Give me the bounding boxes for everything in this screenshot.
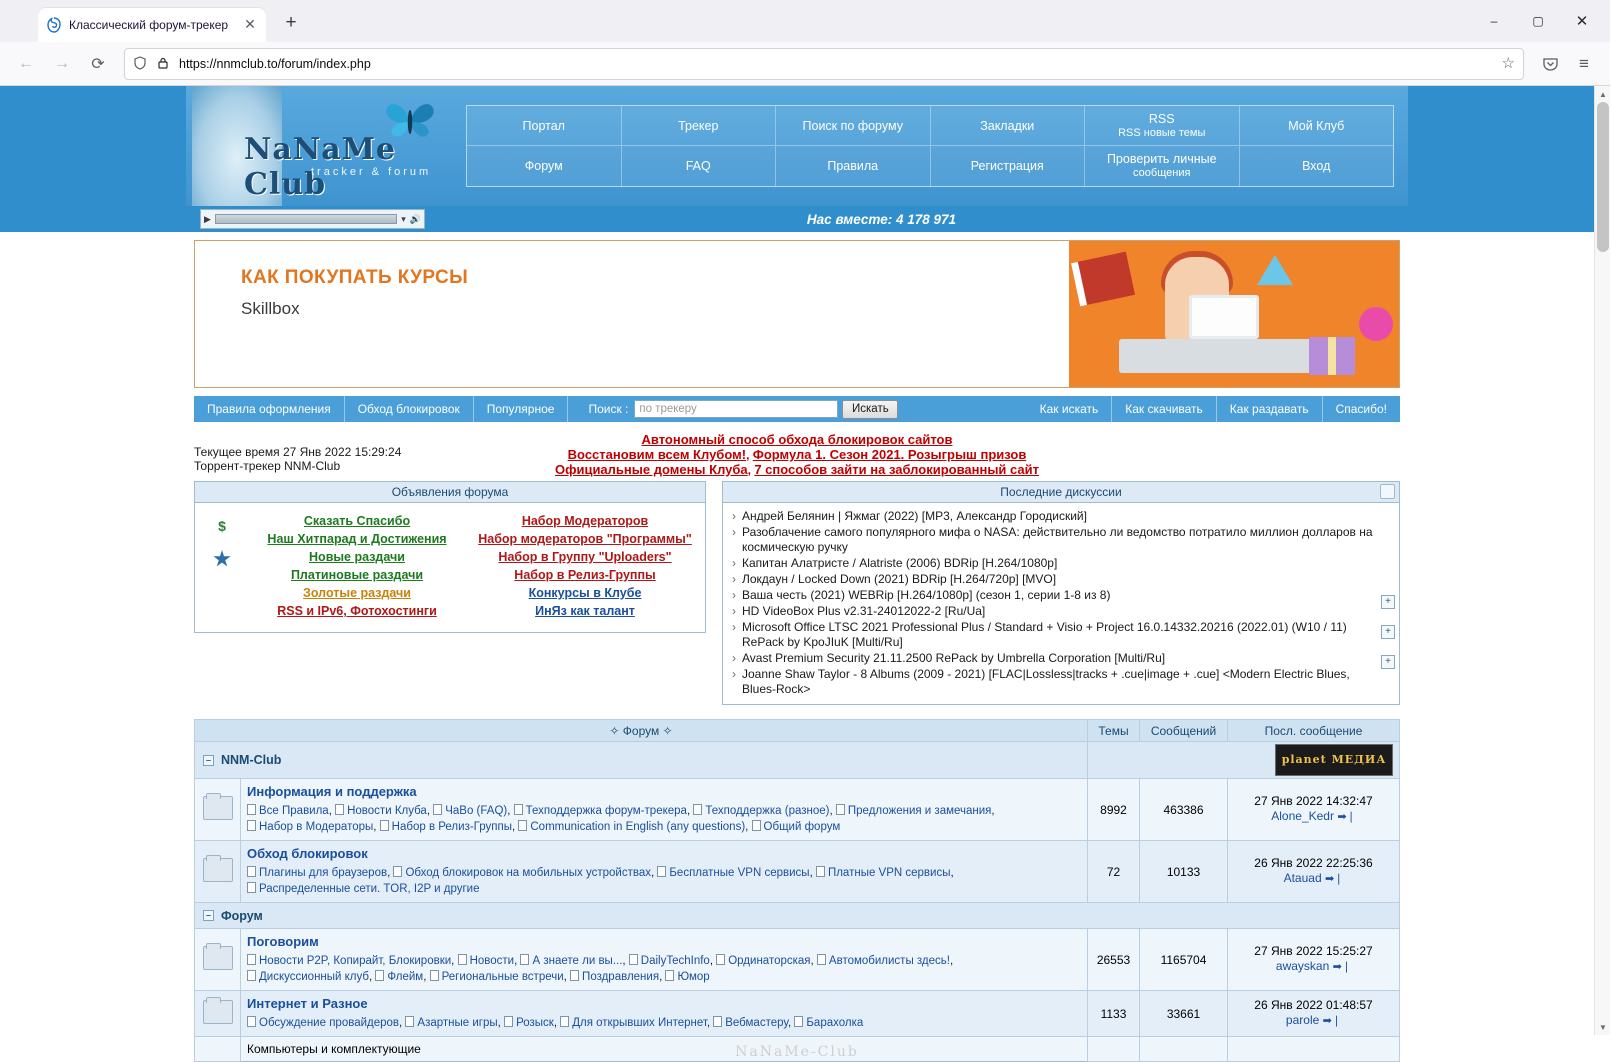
ann-hitparade[interactable]: Наш Хитпарад и Достижения — [267, 532, 447, 546]
discussions-panel — [722, 481, 1400, 705]
folder-icon — [203, 796, 233, 820]
discussions-panel-title — [723, 482, 1399, 503]
announcement-col-1 — [243, 512, 471, 620]
goto-post-icon[interactable]: ➡❘ — [1322, 1015, 1342, 1027]
discussions-list — [723, 503, 1399, 704]
category-label[interactable]: NNM-Club — [221, 753, 282, 767]
secondary-toolbar — [194, 396, 1400, 422]
last-post-user[interactable]: Alone_Kedr — [1271, 809, 1334, 823]
page-watermark: NaNaMe-Club — [735, 1044, 859, 1060]
volume-icon[interactable]: 🔊 — [409, 213, 421, 224]
doc-icon — [817, 954, 826, 965]
ad-banner[interactable] — [194, 240, 1400, 388]
doc-icon — [816, 866, 825, 877]
subforum-link[interactable]: Новости — [469, 955, 515, 967]
nav-rss[interactable] — [1085, 106, 1240, 146]
nav-row-1 — [467, 106, 1393, 146]
search-button[interactable]: Искать — [842, 400, 898, 419]
monitor-shape — [1189, 295, 1259, 339]
subforum-list: Плагины для браузеров, Обход блокировок на мобильных устройствах, Бесплатные VPN сервисы, Платные VPN сервисы, Распределенные сети. TOR, I2P и другие — [247, 865, 1081, 897]
nav-private-messages[interactable] — [1085, 146, 1240, 186]
nav-rss-main: RSS — [1148, 111, 1175, 126]
minimize-button[interactable]: – — [1490, 14, 1498, 28]
ad-subtitle: Skillbox — [241, 299, 300, 318]
nav-my-club[interactable]: Мой Клуб — [1240, 106, 1394, 146]
topics-count: 8992 — [1088, 779, 1140, 841]
forum-icon-cell — [195, 779, 241, 841]
reload-button[interactable]: ⟳ — [91, 55, 105, 73]
shield-icon[interactable] — [133, 56, 149, 72]
tab-title: Классический форум-трекер — [69, 18, 229, 32]
nav-forum-search[interactable]: Поиск по форуму — [776, 106, 931, 146]
subforum-link[interactable]: Плагины для браузеров — [259, 867, 388, 879]
subforum-link[interactable]: Розыск — [516, 1017, 554, 1029]
forum-icon-cell — [195, 929, 241, 991]
discussion-item[interactable]: › Капитан Алатристе / Alatriste (2006) BDRip [H.264/1080p] — [731, 556, 1375, 571]
topics-count: 26553 — [1088, 929, 1140, 991]
subforum-link[interactable]: Распределенные сети. TOR, I2P и другие — [259, 883, 480, 895]
category-row — [195, 903, 1400, 929]
player-progress[interactable] — [215, 214, 397, 224]
subforum-list: Обсуждение провайдеров, Азартные игры, Розыск, Для открывших Интернет, Вебмастеру, Барахолка — [247, 1015, 1081, 1031]
discussion-item[interactable]: › Avast Premium Security 21.11.2500 RePack by Umbrella Corporation [Multi/Ru] — [731, 651, 1375, 666]
link-popular[interactable]: Популярное — [474, 396, 569, 422]
doc-icon — [518, 820, 527, 831]
tab-strip — [0, 0, 1610, 42]
posts-count: 1165704 — [1140, 929, 1228, 991]
bookmark-star-icon[interactable]: ☆ — [1501, 54, 1515, 72]
subforum-link[interactable]: Поздравления — [582, 971, 660, 983]
new-tab-button[interactable]: + — [285, 12, 297, 33]
goto-post-icon[interactable]: ➡❘ — [1332, 961, 1352, 973]
forward-button[interactable]: → — [54, 54, 70, 72]
subforum-link[interactable]: Барахолка — [806, 1017, 864, 1029]
goto-post-icon[interactable]: ➡❘ — [1324, 873, 1344, 885]
subforum-link[interactable]: Обсуждение провайдеров — [259, 1017, 400, 1029]
pocket-icon[interactable] — [1534, 48, 1566, 80]
ann-new-releases[interactable]: Новые раздачи — [309, 550, 405, 564]
discussion-item[interactable]: › Ваша честь (2021) WEBRip [H.264/1080p] (сезон 1, серии 1-8 из 8) — [731, 588, 1375, 603]
menu-icon[interactable]: ≡ — [1579, 53, 1589, 73]
nav-faq[interactable]: FAQ — [622, 146, 777, 186]
announce-link-7ways[interactable]: 7 способов зайти на заблокированный сайт — [754, 462, 1040, 477]
subforum-link[interactable]: Предложения и замечания — [847, 805, 992, 817]
announce-link-f1[interactable]: Формула 1. Сезон 2021. Розыгрыш призов — [752, 447, 1027, 462]
desk-shape — [1119, 339, 1329, 373]
doc-icon — [514, 804, 523, 815]
forum-col-header: ✧ Форум ✧ — [195, 720, 1088, 742]
table-row — [195, 929, 1400, 991]
announce-line-2: Восстановим всем Клубом!, Формула 1. Сезон 2021. Розыгрыш призов — [567, 447, 1027, 462]
last-post-date: 26 Янв 2022 01:48:57 — [1254, 998, 1373, 1012]
table-row — [195, 779, 1400, 841]
nav-pm-main: Проверить личные — [1106, 152, 1217, 166]
goto-post-icon[interactable]: ➡❘ — [1337, 811, 1356, 823]
forum-info-cell — [241, 929, 1088, 991]
page-body — [186, 240, 1408, 1060]
ann-gold[interactable]: Золотые раздачи — [303, 586, 411, 600]
forum-title[interactable]: Интернет и Разное — [247, 996, 368, 1011]
announce-link-domains[interactable]: Официальные домены Клуба — [554, 462, 748, 477]
discussion-item[interactable]: › Локдаун / Locked Down (2021) BDRip [H.264/720p] [MVO] — [731, 572, 1375, 587]
posts-count: 10133 — [1140, 841, 1228, 903]
subforum-link[interactable]: А знаете ли вы... — [532, 955, 623, 967]
category-name-cell[interactable] — [195, 742, 1088, 779]
circle-shape — [1359, 307, 1393, 341]
counter-bar — [186, 206, 1408, 232]
discussions-title-text: Последние дискуссии — [1000, 485, 1122, 499]
doc-icon — [247, 820, 256, 831]
subforum-link[interactable]: Дискуссионный клуб — [259, 971, 369, 983]
doc-icon — [560, 1016, 569, 1027]
subforum-link[interactable]: Флейм — [387, 971, 424, 983]
forum-info-cell — [241, 991, 1088, 1037]
subforum-link[interactable]: ЧаВо (FAQ) — [445, 805, 508, 817]
last-post-user[interactable]: parole — [1285, 1013, 1320, 1027]
category-row — [195, 742, 1400, 779]
topics-count: 72 — [1088, 841, 1140, 903]
nav-rules[interactable]: Правила — [776, 146, 931, 186]
dollar-icon: $ — [218, 518, 226, 534]
ann-language-talent[interactable]: ИнЯз как талант — [535, 604, 635, 618]
gift-icon — [1309, 337, 1355, 375]
forum-info-cell — [241, 779, 1088, 841]
forum-page — [0, 86, 1594, 1060]
doc-icon — [375, 970, 384, 981]
site-content — [186, 86, 1408, 232]
last-post-col-header: Посл. сообщение — [1228, 720, 1400, 742]
navigation-toolbar — [0, 42, 1610, 86]
forum-table — [194, 719, 1400, 1062]
subforum-link[interactable]: Бесплатные VPN сервисы — [669, 867, 810, 879]
doc-icon — [752, 820, 761, 831]
subforum-link[interactable]: Автомобилисты здесь! — [828, 955, 950, 967]
star-icon — [213, 550, 231, 568]
mini-banner[interactable]: planet МЕДИА — [1275, 744, 1393, 776]
doc-icon — [430, 970, 439, 981]
subforum-link[interactable]: Азартные игры — [417, 1017, 498, 1029]
content-panels — [186, 479, 1408, 705]
discussion-item[interactable]: › Microsoft Office LTSC 2021 Professional Plus / Standard + Visio + Project 16.0.14332.20216 (2022.01) (W10 / 11) RePack by KpoJIuK [Multi/Ru] — [731, 620, 1375, 650]
doc-icon — [520, 954, 529, 965]
link-design-rules[interactable]: Правила оформления — [194, 396, 345, 422]
doc-icon — [836, 804, 845, 815]
doc-icon — [247, 804, 256, 815]
doc-icon — [247, 866, 256, 877]
category-name-cell[interactable] — [195, 903, 1400, 929]
subforum-link[interactable]: DailyTechInfo — [640, 955, 710, 967]
doc-icon — [794, 1016, 803, 1027]
announcements-panel — [194, 481, 706, 633]
table-row — [195, 991, 1400, 1037]
subforum-link[interactable]: Communication in English (any questions) — [530, 821, 746, 833]
posts-count: 463386 — [1140, 779, 1228, 841]
nav-portal[interactable]: Портал — [467, 106, 622, 146]
members-counter: Нас вместе: 4 178 971 — [806, 211, 957, 227]
scroll-up-icon[interactable]: ▲ — [1599, 89, 1607, 99]
link-how-to-search[interactable]: Как искать — [1027, 396, 1113, 422]
site-header — [186, 86, 1408, 206]
doc-icon — [657, 866, 666, 877]
triangle-shape — [1257, 255, 1293, 285]
last-post-cell — [1228, 991, 1400, 1037]
doc-icon — [458, 954, 467, 965]
subforum-list: Новости P2P, Копирайт, Блокировки, Новости, А знаете ли вы..., DailyTechInfo, Ординаторская, Автомобилисты здесь!, Дискуссионный клуб, Флейм, Региональные встречи, Поздравления, Юмор — [247, 953, 1081, 985]
nav-register[interactable]: Регистрация — [931, 146, 1086, 186]
forum-col-title-text: Форум — [622, 723, 660, 738]
forum-col-title: ✧ — [609, 723, 623, 738]
doc-icon — [570, 970, 579, 981]
site-logo[interactable] — [186, 86, 466, 206]
ad-text-area — [195, 241, 1069, 387]
doc-icon — [247, 882, 256, 893]
ann-release-groups[interactable]: Набор в Релиз-Группы — [514, 568, 656, 582]
nav-tracker[interactable]: Трекер — [622, 106, 777, 146]
subforum-link[interactable]: Вебмастеру — [725, 1017, 788, 1029]
announcement-icons — [201, 512, 243, 620]
nav-pm-sub: сообщения — [1133, 167, 1191, 179]
subforum-link[interactable]: Техподдержка (разное) — [705, 805, 830, 817]
doc-icon — [665, 970, 674, 981]
forum-title[interactable]: Поговорим — [247, 934, 319, 949]
doc-icon — [433, 804, 442, 815]
last-post-date: 27 Янв 2022 14:32:47 — [1254, 794, 1373, 808]
forum-title-partial[interactable]: Компьютеры и комплектующие — [241, 1037, 1088, 1062]
announcement-col-2 — [471, 512, 699, 620]
last-post-cell — [1228, 841, 1400, 903]
doc-icon — [247, 954, 256, 965]
doc-icon — [335, 804, 344, 815]
site-header-wrap — [0, 86, 1594, 232]
posts-count: 33661 — [1140, 991, 1228, 1037]
forum-icon-cell — [195, 841, 241, 903]
browser-tab[interactable] — [38, 8, 266, 42]
subforum-link[interactable]: Набор в Релиз-Группы — [391, 821, 512, 833]
nav-row-2 — [467, 146, 1393, 186]
lock-icon — [156, 56, 172, 72]
announcements-panel-title: Объявления форума — [195, 482, 705, 503]
topics-col-header: Темы — [1088, 720, 1140, 742]
subforum-link[interactable]: Для открывших Интернет — [572, 1017, 707, 1029]
link-bypass-blocks[interactable]: Обход блокировок — [345, 396, 474, 422]
ann-rss-ipv6[interactable]: RSS и IPv6, Фотохостинги — [277, 604, 437, 618]
doc-icon — [247, 1016, 256, 1027]
link-how-to-seed[interactable]: Как раздавать — [1217, 396, 1323, 422]
forum-icon-cell — [195, 991, 241, 1037]
category-banner-cell — [1088, 742, 1400, 779]
subforum-link[interactable]: Обход блокировок на мобильных устройствах — [405, 867, 651, 879]
logo-subtitle: tracker & forum — [311, 166, 432, 178]
subforum-link[interactable]: Новости Клуба — [347, 805, 427, 817]
ann-say-thanks[interactable]: Сказать Спасибо — [303, 514, 411, 528]
subforum-link[interactable]: Региональные встречи — [441, 971, 564, 983]
subforum-link[interactable]: Ординаторская — [728, 955, 811, 967]
last-post-cell — [1228, 929, 1400, 991]
chevron-down-icon[interactable]: ▾ — [401, 213, 406, 224]
play-icon[interactable]: ▶ — [204, 213, 211, 224]
books-icon — [1071, 252, 1135, 307]
forum-info-cell — [241, 841, 1088, 903]
close-tab-icon[interactable]: ✕ — [244, 16, 256, 32]
doc-icon — [629, 954, 638, 965]
toolbar-icons — [1534, 48, 1600, 80]
posts-col-header: Сообщений — [1140, 720, 1228, 742]
scroll-down-icon[interactable]: ▼ — [1599, 1022, 1607, 1032]
ann-platinum[interactable]: Платиновые раздачи — [290, 568, 424, 582]
last-post-cell — [1228, 779, 1400, 841]
forum-table-body — [195, 742, 1400, 1062]
url-text: https://nnmclub.to/forum/index.php — [179, 56, 371, 71]
subforum-link[interactable]: Юмор — [677, 971, 710, 983]
main-navigation — [466, 105, 1394, 187]
maximize-button[interactable]: ▢ — [1532, 14, 1544, 28]
collapse-icon[interactable]: – — [203, 910, 214, 921]
category-label[interactable]: Форум — [221, 908, 263, 923]
announce-link-bypass[interactable]: Автономный способ обхода блокировок сайтов — [641, 432, 953, 447]
topics-count: 1133 — [1088, 991, 1140, 1037]
link-how-to-download[interactable]: Как скачивать — [1112, 396, 1217, 422]
discussion-item[interactable]: › Андрей Белянин | Яжмаг (2022) [MP3, Александр Городиский] — [731, 509, 1375, 524]
folder-icon — [203, 1000, 233, 1024]
nav-forum[interactable]: Форум — [467, 146, 622, 186]
announce-link-restore[interactable]: Восстановим всем Клубом! — [567, 447, 747, 462]
subforum-link[interactable]: Новости P2P, Копирайт, Блокировки — [259, 955, 452, 967]
ad-title: КАК ПОКУПАТЬ КУРСЫ — [241, 267, 469, 288]
ad-illustration — [1069, 241, 1399, 387]
logo-text: NaNaMe Club — [244, 132, 397, 202]
doc-icon — [247, 970, 256, 981]
subforum-link[interactable]: Все Правила — [259, 805, 329, 817]
announcements-body — [195, 503, 705, 632]
discussion-item[interactable]: › HD VideoBox Plus v2.31-24012022-2 [Ru/Ua] — [731, 604, 1375, 619]
page-scrollbar[interactable] — [1594, 86, 1610, 1035]
subforum-link[interactable]: Техподдержка форум-трекера — [525, 805, 687, 817]
folder-icon — [203, 858, 233, 882]
address-bar[interactable] — [124, 48, 1524, 80]
last-post-user[interactable]: awayskan — [1275, 959, 1330, 973]
search-input[interactable]: по трекеру — [634, 400, 838, 418]
announce-line-3: Официальные домены Клуба, 7 способов зайти на заблокированный сайт — [554, 462, 1040, 477]
discussion-item[interactable]: › Joanne Shaw Taylor - 8 Albums (2009 - 2021) [FLAC|Lossless|tracks + .cue|image + .cue] <Modern Electric Blues, Blues-Rock> — [731, 667, 1375, 697]
doc-icon — [405, 1016, 414, 1027]
subforum-list: Все Правила, Новости Клуба, ЧаВо (FAQ), Техподдержка форум-трекера, Техподдержка (разное), Предложения и замечания, Набор в Модераторы, Набор в Релиз-Группы, Communication in English (any questions), Общий форум — [247, 803, 1081, 835]
search-label: Поиск : — [588, 402, 629, 416]
ann-contests[interactable]: Конкурсы в Клубе — [528, 586, 642, 600]
folder-icon — [203, 946, 233, 970]
tracker-name: Торрент-трекер NNM-Club — [194, 459, 341, 473]
expand-discussion-button[interactable]: + — [1381, 595, 1395, 609]
doc-icon — [693, 804, 702, 815]
last-post-date: 27 Янв 2022 15:25:27 — [1254, 944, 1373, 958]
discussion-item[interactable]: › Разоблачение самого популярного мифа о NASA: действительно ли ведомство потратило миллион долларов на космическую ручку — [731, 525, 1375, 555]
page-viewport — [0, 86, 1610, 1060]
last-post-date: 26 Янв 2022 22:25:36 — [1254, 856, 1373, 870]
nav-rss-sub: RSS новые темы — [1118, 126, 1206, 139]
link-thanks[interactable]: Спасибо! — [1335, 402, 1387, 416]
time-info — [194, 439, 464, 473]
expand-discussion-button[interactable]: + — [1381, 655, 1395, 669]
subforum-link[interactable]: Общий форум — [763, 821, 841, 833]
subforum-link[interactable]: Платные VPN сервисы — [827, 867, 951, 879]
forum-title[interactable]: Информация и поддержка — [247, 784, 417, 799]
firefox-favicon-icon — [46, 17, 62, 33]
doc-icon — [713, 1016, 722, 1027]
back-button[interactable]: ← — [18, 54, 34, 72]
last-post-user[interactable]: Atauad — [1283, 871, 1322, 885]
subforum-link[interactable]: Набор в Модераторы — [259, 821, 374, 833]
ann-mod-programs[interactable]: Набор модераторов "Программы" — [478, 532, 692, 546]
doc-icon — [393, 866, 402, 877]
expand-discussion-button[interactable]: + — [1381, 625, 1395, 639]
ann-mod-recruit[interactable]: Набор Модераторов — [521, 514, 649, 528]
doc-icon — [380, 820, 389, 831]
ann-uploaders[interactable]: Набор в Группу "Uploaders" — [498, 550, 672, 564]
forum-title[interactable]: Обход блокировок — [247, 846, 368, 861]
window-controls — [1472, 6, 1604, 36]
scrollbar-thumb[interactable] — [1597, 102, 1609, 252]
table-row — [195, 841, 1400, 903]
current-time: Текущее время 27 Янв 2022 15:29:24 — [194, 445, 402, 459]
forum-table-head — [195, 720, 1400, 742]
refresh-icon[interactable] — [1380, 484, 1395, 499]
doc-icon — [716, 954, 725, 965]
collapse-icon[interactable]: – — [203, 755, 214, 766]
nav-bookmarks[interactable]: Закладки — [931, 106, 1086, 146]
nav-login[interactable]: Вход — [1302, 159, 1331, 173]
doc-icon — [504, 1016, 513, 1027]
audio-player[interactable] — [200, 209, 425, 229]
close-window-button[interactable]: ✕ — [1575, 13, 1589, 30]
